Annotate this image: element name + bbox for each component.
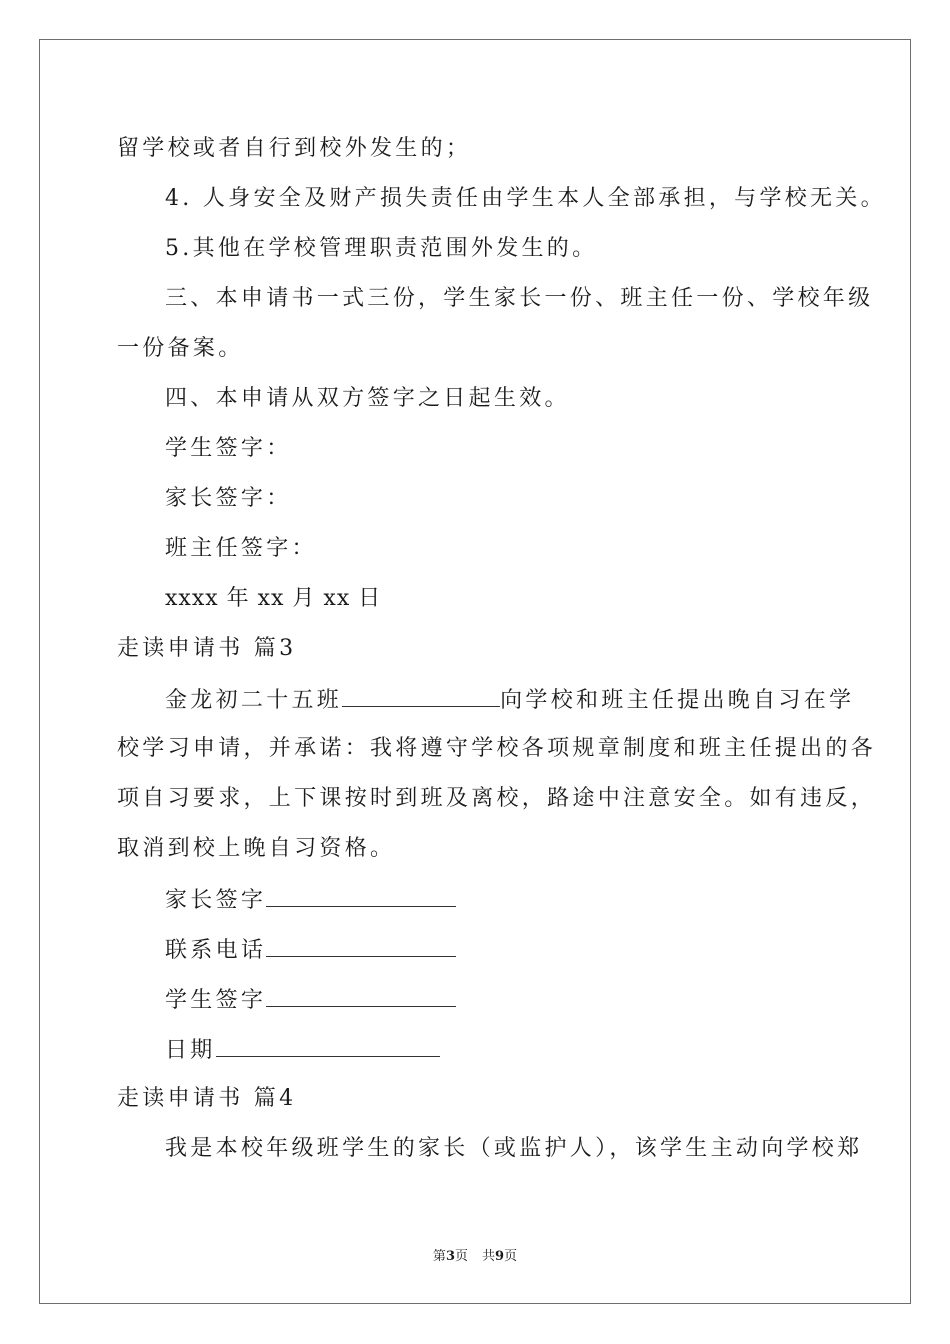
total-unit: 页 — [504, 1249, 518, 1264]
section3-body-line: 取消到校上晚自习资格。 — [117, 836, 396, 861]
section3-intro — [165, 684, 854, 716]
section3-body-line: 校学习申请，并承诺：我将遵守学校各项规章制度和班主任提出的各 — [117, 736, 877, 761]
student-signature-field — [165, 984, 456, 1016]
intro-text: 向学校和班主任提出晚自习在学 — [500, 688, 855, 713]
section-heading-4: 走读申请书 篇4 — [117, 1086, 297, 1111]
date-line: xxxx 年 xx 月 xx 日 — [165, 586, 382, 611]
page-border — [39, 39, 911, 1304]
section4-first-line: 我是本校年级班学生的家长（或监护人），该学生主动向学校郑 — [165, 1136, 863, 1161]
parent-signature-field-label: 家长签字 — [165, 888, 267, 913]
total-prefix: 共 — [482, 1249, 496, 1264]
total-pages: 9 — [495, 1249, 505, 1264]
date-field-label: 日期 — [165, 1038, 216, 1063]
section3-body-line: 项自习要求，上下课按时到班及离校，路途中注意安全。如有违反， — [117, 786, 877, 811]
parent-signature-field — [165, 884, 456, 916]
list-item-5: 5.其他在学校管理职责范围外发生的。 — [165, 236, 598, 261]
teacher-signature-label: 班主任签字： — [165, 536, 317, 561]
clause-4: 四、本申请从双方签字之日起生效。 — [165, 386, 570, 411]
phone-field — [165, 934, 456, 966]
page-number: 3 — [445, 1249, 455, 1264]
parent-signature-label: 家长签字： — [165, 486, 292, 511]
student-signature-label: 学生签字： — [165, 436, 292, 461]
name-blank — [342, 684, 500, 707]
student-signature-field-label: 学生签字 — [165, 988, 267, 1013]
phone-blank — [266, 934, 456, 957]
date-field — [165, 1034, 440, 1066]
date-blank — [216, 1034, 440, 1057]
class-name-text: 金龙初二十五班 — [165, 688, 343, 713]
text-line: 留学校或者自行到校外发生的； — [117, 136, 472, 161]
parent-signature-blank — [266, 884, 456, 907]
student-signature-blank — [266, 984, 456, 1007]
phone-field-label: 联系电话 — [165, 938, 267, 963]
section-heading-3: 走读申请书 篇3 — [117, 636, 297, 661]
list-item-4: 4. 人身安全及财产损失责任由学生本人全部承担，与学校无关。 — [165, 186, 886, 211]
clause-3-continued: 一份备案。 — [117, 336, 244, 361]
clause-3: 三、本申请书一式三份，学生家长一份、班主任一份、学校年级 — [165, 286, 874, 311]
page-unit: 页 — [454, 1249, 468, 1264]
page-prefix: 第 — [432, 1249, 446, 1264]
page-footer — [0, 1248, 950, 1266]
